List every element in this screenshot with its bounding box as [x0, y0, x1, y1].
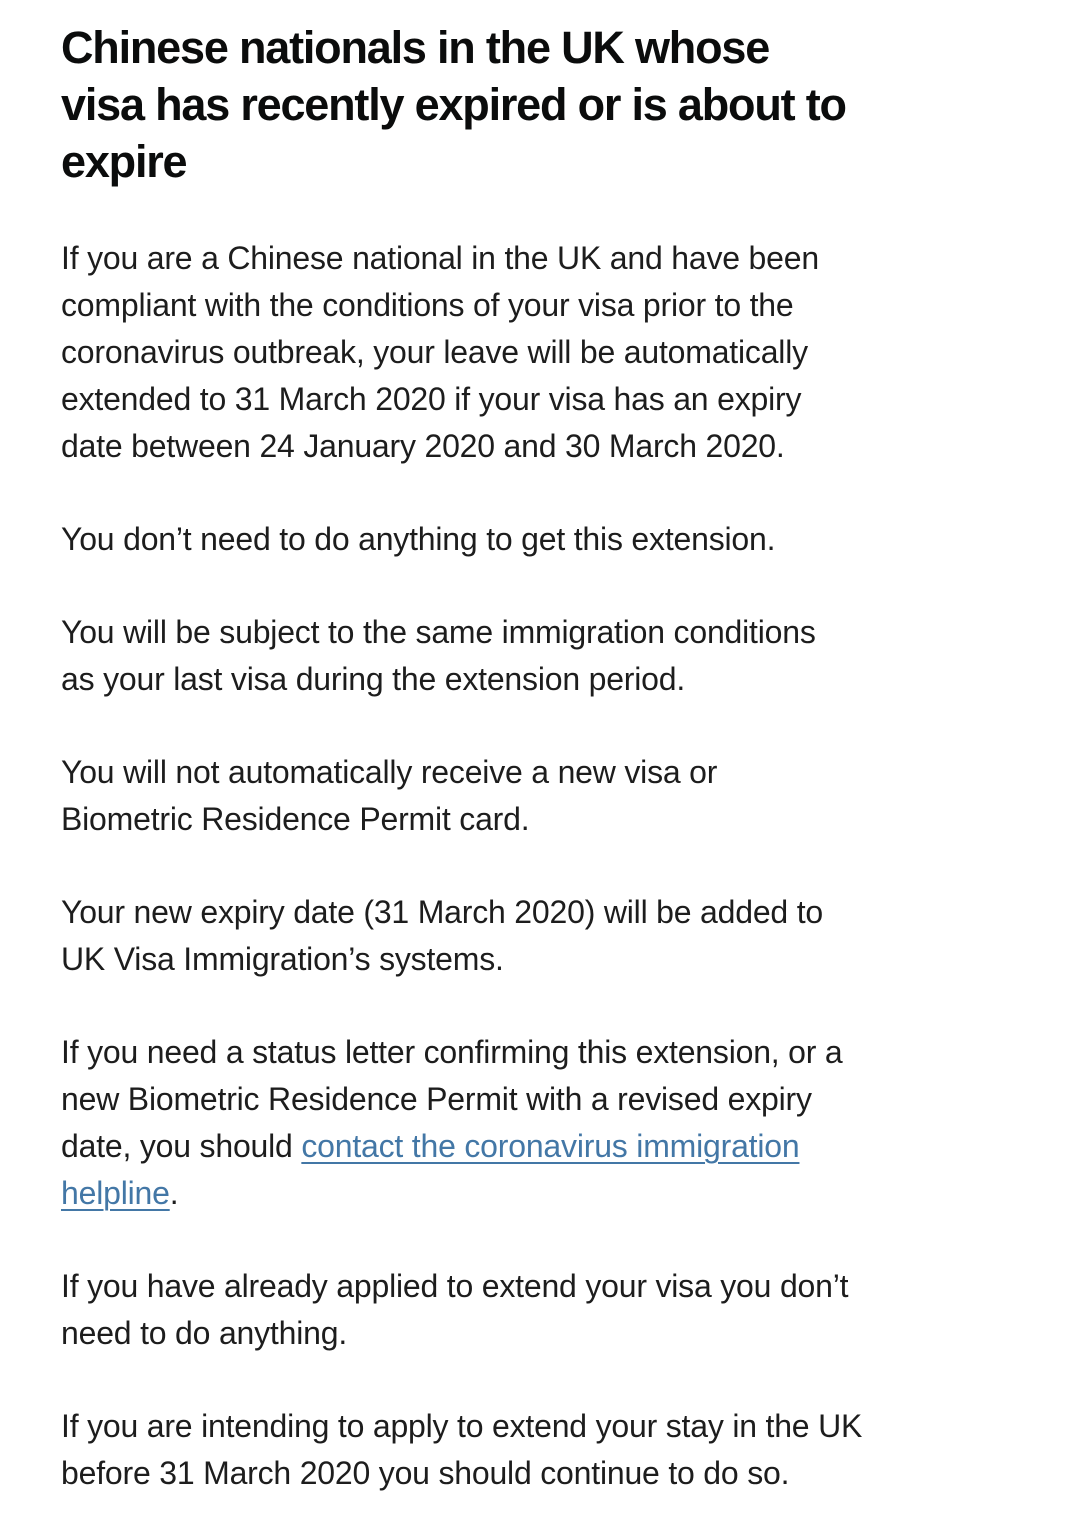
article-body	[61, 235, 1040, 1497]
text-run: need to do anything.	[61, 1315, 348, 1351]
paragraph-line	[61, 1170, 1040, 1217]
paragraph-line	[61, 796, 1040, 843]
page-title-line: Chinese nationals in the UK whose	[61, 22, 770, 73]
paragraph-line	[61, 936, 1040, 983]
paragraph	[61, 1029, 1040, 1217]
paragraph-line	[61, 609, 1040, 656]
paragraph-line	[61, 1450, 1040, 1497]
text-run: UK Visa Immigration’s systems.	[61, 941, 504, 977]
paragraph-line	[61, 235, 1040, 282]
paragraph-line	[61, 516, 1040, 563]
text-run: .	[169, 1175, 179, 1211]
coronavirus-immigration-helpline-link[interactable]: helpline	[61, 1175, 170, 1211]
text-run: If you have already applied to extend your visa you don’t	[61, 1268, 849, 1304]
paragraph-line	[61, 749, 1040, 796]
text-run: as your last visa during the extension period.	[61, 661, 686, 697]
paragraph	[61, 1403, 1040, 1497]
page-title	[61, 19, 1040, 190]
text-run: If you need a status letter confirming this extension, or a	[61, 1034, 843, 1070]
paragraph-line	[61, 329, 1040, 376]
paragraph	[61, 609, 1040, 703]
text-run: compliant with the conditions of your visa prior to the	[61, 287, 794, 323]
paragraph-line	[61, 423, 1040, 470]
paragraph	[61, 516, 1040, 563]
text-run: extended to 31 March 2020 if your visa has an expiry	[61, 381, 802, 417]
paragraph-line	[61, 1123, 1040, 1170]
paragraph	[61, 1263, 1040, 1357]
paragraph-line	[61, 1403, 1040, 1450]
text-run: If you are a Chinese national in the UK and have been	[61, 240, 819, 276]
text-run: You will be subject to the same immigration conditions	[61, 614, 816, 650]
paragraph	[61, 889, 1040, 983]
paragraph	[61, 235, 1040, 470]
text-run: You will not automatically receive a new visa or	[61, 754, 718, 790]
text-run: new Biometric Residence Permit with a revised expiry	[61, 1081, 812, 1117]
coronavirus-immigration-helpline-link[interactable]: contact the coronavirus immigration	[301, 1128, 800, 1164]
paragraph-line	[61, 1076, 1040, 1123]
paragraph-line	[61, 889, 1040, 936]
paragraph-line	[61, 282, 1040, 329]
text-run: coronavirus outbreak, your leave will be automatically	[61, 334, 808, 370]
text-run: Your new expiry date (31 March 2020) will be added to	[61, 894, 824, 930]
text-run: date between 24 January 2020 and 30 March 2020.	[61, 428, 785, 464]
text-run: before 31 March 2020 you should continue to do so.	[61, 1455, 790, 1491]
text-run: You don’t need to do anything to get this extension.	[61, 521, 776, 557]
paragraph-line	[61, 376, 1040, 423]
text-run: If you are intending to apply to extend your stay in the UK	[61, 1408, 863, 1444]
paragraph-line	[61, 1310, 1040, 1357]
paragraph-line	[61, 1263, 1040, 1310]
paragraph	[61, 749, 1040, 843]
paragraph-line	[61, 1029, 1040, 1076]
text-run: Biometric Residence Permit card.	[61, 801, 530, 837]
page-title-line: expire	[61, 136, 187, 187]
paragraph-line	[61, 656, 1040, 703]
page-title-line: visa has recently expired or is about to	[61, 79, 846, 130]
text-run: date, you should	[61, 1128, 302, 1164]
